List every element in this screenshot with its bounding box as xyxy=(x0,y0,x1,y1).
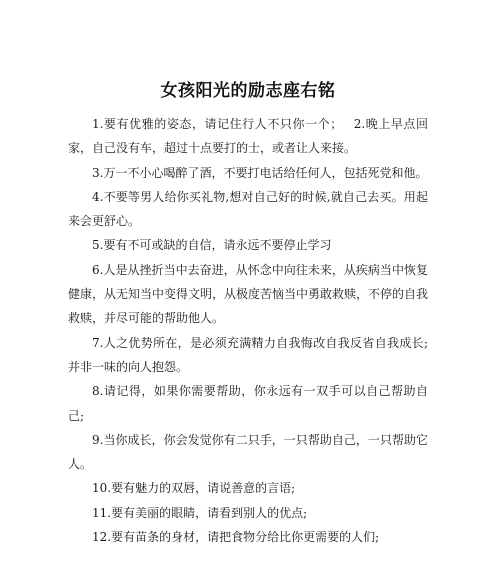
paragraph-9: 9.当你成长，你会发觉你有二只手，一只帮助自己，一只帮助它人。 xyxy=(68,432,428,472)
document-title: 女孩阳光的励志座右铭 xyxy=(160,81,336,101)
paragraph-3: 3.万一不小心喝醉了酒，不要打电话给任何人，包括死党和他。 xyxy=(92,165,428,180)
paragraph-6: 6.人是从挫折当中去奋进，从怀念中向往未来，从疾病当中恢复健康，从无知当中变得文明，从极度苦恼当中勇敢救赎，不停的自我救赎，并尽可能的帮助他人。 xyxy=(68,262,429,326)
paragraph-10: 10.要有魅力的双唇，请说善意的言语; xyxy=(92,481,296,496)
document-body xyxy=(68,112,428,549)
paragraph-4: 4.不要等男人给你买礼物,想对自己好的时候,就自己去买。用起来会更舒心。 xyxy=(68,189,428,229)
paragraph-1: 1.要有优雅的姿态，请记住行人不只你一个； 2.晚上早点回家，自己没有车，超过十点要打的士，或者让人来接。 xyxy=(68,117,428,156)
paragraph-11: 11.要有美丽的眼睛，请看到别人的优点; xyxy=(92,505,308,520)
paragraph-7: 7.人之优势所在，是必须充满精力自我悔改自我反省自我成长;并非一味的向人抱怨。 xyxy=(68,335,428,374)
paragraph-5: 5.要有不可或缺的自信，请永远不要停止学习 xyxy=(92,238,332,253)
paragraph-12: 12.要有苗条的身材，请把食物分给比你更需要的人们; xyxy=(92,530,380,545)
paragraph-8: 8.请记得，如果你需要帮助，你永远有一双手可以自己帮助自己; xyxy=(68,384,428,423)
